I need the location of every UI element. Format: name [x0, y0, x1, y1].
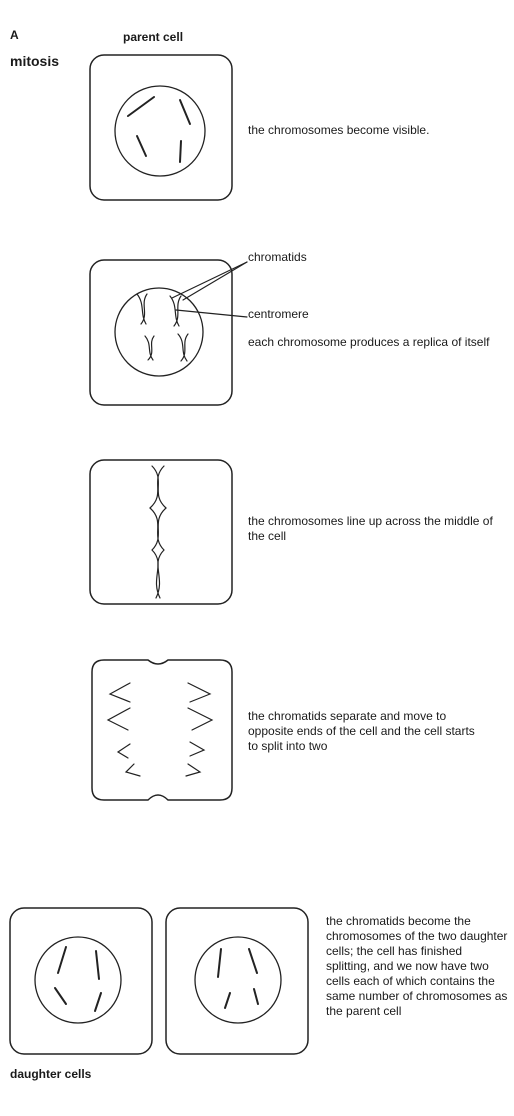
stage-4-text: the chromatids separate and move to opposite ends of the cell and the cell starts to split into two	[248, 709, 475, 753]
stage-3-text: the chromosomes line up across the middle of the cell	[248, 514, 493, 543]
chromatids-label: chromatids	[248, 250, 307, 264]
parent-cell-label: parent cell	[123, 30, 184, 44]
stage-1-text: the chromosomes become visible.	[248, 123, 430, 137]
stage-2-text: each chromosome produces a replica of itself	[248, 335, 490, 349]
stage-3-cell	[90, 460, 232, 604]
stage-1-cell	[90, 55, 232, 200]
stage-2-cell	[90, 260, 247, 405]
stage-5-text: the chromatids become the chromosomes of the two daughter cells; the cell has finished splitting, and we now have two cells each of which contains the same number of chromosomes as the parent cell	[326, 914, 508, 1018]
daughter-cells-label: daughter cells	[10, 1067, 92, 1081]
daughter-cell-left	[10, 908, 152, 1054]
panel-letter: A	[10, 28, 19, 42]
centromere-label: centromere	[248, 307, 309, 321]
daughter-cell-right	[166, 908, 308, 1054]
diagram-title: mitosis	[10, 53, 60, 69]
stage-4-cell	[92, 660, 232, 800]
